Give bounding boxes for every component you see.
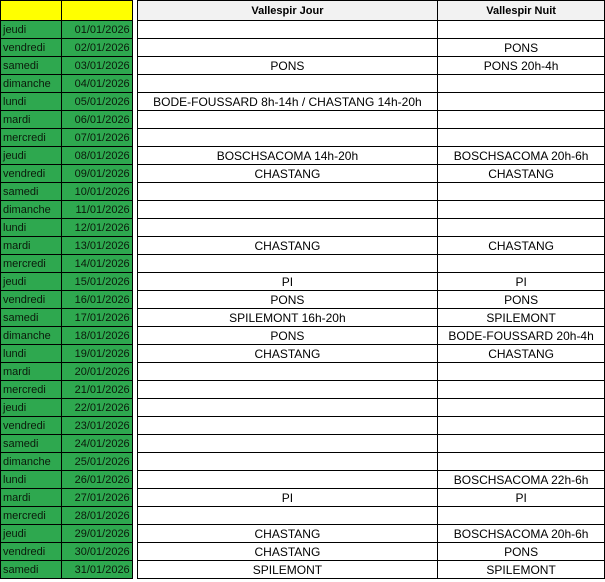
day-cell[interactable]: samedi <box>1 561 62 579</box>
day-cell[interactable]: samedi <box>1 435 62 453</box>
table-row <box>1 489 605 507</box>
day-cell[interactable]: lundi <box>1 345 62 363</box>
vallespir-nuit-cell[interactable] <box>438 129 605 147</box>
vallespir-jour-cell[interactable] <box>137 399 438 417</box>
table-row <box>1 201 605 219</box>
date-cell[interactable]: 22/01/2026 <box>61 399 132 417</box>
vallespir-nuit-cell[interactable]: PONS <box>438 39 605 57</box>
date-cell[interactable]: 05/01/2026 <box>61 93 132 111</box>
table-row <box>1 39 605 57</box>
day-cell[interactable]: samedi <box>1 183 62 201</box>
day-cell[interactable]: dimanche <box>1 201 62 219</box>
vallespir-nuit-cell[interactable] <box>438 75 605 93</box>
day-cell[interactable]: vendredi <box>1 417 62 435</box>
vallespir-jour-cell[interactable] <box>137 219 438 237</box>
table-row <box>1 309 605 327</box>
table-row <box>1 273 605 291</box>
day-cell[interactable]: dimanche <box>1 327 62 345</box>
day-cell[interactable]: dimanche <box>1 453 62 471</box>
vallespir-jour-cell[interactable]: PONS <box>137 291 438 309</box>
header-day-cell[interactable] <box>1 1 62 21</box>
date-cell[interactable]: 21/01/2026 <box>61 381 132 399</box>
table-row <box>1 345 605 363</box>
vallespir-nuit-cell[interactable] <box>438 399 605 417</box>
date-cell[interactable]: 06/01/2026 <box>61 111 132 129</box>
day-cell[interactable]: vendredi <box>1 39 62 57</box>
table-row <box>1 165 605 183</box>
table-row <box>1 147 605 165</box>
date-cell[interactable]: 08/01/2026 <box>61 147 132 165</box>
table-row <box>1 327 605 345</box>
table-row <box>1 381 605 399</box>
vallespir-nuit-cell[interactable]: PONS <box>438 543 605 561</box>
vallespir-nuit-cell[interactable] <box>438 21 605 39</box>
day-cell[interactable]: mercredi <box>1 381 62 399</box>
day-cell[interactable]: mardi <box>1 111 62 129</box>
date-cell[interactable]: 31/01/2026 <box>61 561 132 579</box>
date-cell[interactable]: 25/01/2026 <box>61 453 132 471</box>
vallespir-jour-cell[interactable] <box>137 39 438 57</box>
day-cell[interactable]: vendredi <box>1 291 62 309</box>
vallespir-nuit-cell[interactable] <box>438 201 605 219</box>
date-cell[interactable]: 14/01/2026 <box>61 255 132 273</box>
vallespir-nuit-cell[interactable] <box>438 435 605 453</box>
vallespir-nuit-cell[interactable] <box>438 111 605 129</box>
day-cell[interactable]: jeudi <box>1 399 62 417</box>
date-cell[interactable]: 30/01/2026 <box>61 543 132 561</box>
day-cell[interactable]: mercredi <box>1 507 62 525</box>
day-cell[interactable]: mercredi <box>1 129 62 147</box>
vallespir-nuit-cell[interactable]: PI <box>438 489 605 507</box>
vallespir-jour-cell[interactable] <box>137 255 438 273</box>
date-cell[interactable]: 12/01/2026 <box>61 219 132 237</box>
table-row <box>1 417 605 435</box>
day-cell[interactable]: jeudi <box>1 21 62 39</box>
day-cell[interactable]: mercredi <box>1 255 62 273</box>
header-date-cell[interactable] <box>61 1 132 21</box>
table-row <box>1 183 605 201</box>
vallespir-jour-cell[interactable] <box>137 435 438 453</box>
date-cell[interactable]: 01/01/2026 <box>61 21 132 39</box>
vallespir-jour-cell[interactable] <box>137 201 438 219</box>
table-row <box>1 561 605 579</box>
vallespir-jour-cell[interactable] <box>137 381 438 399</box>
date-cell[interactable]: 24/01/2026 <box>61 435 132 453</box>
date-cell[interactable]: 29/01/2026 <box>61 525 132 543</box>
vallespir-jour-cell[interactable] <box>137 471 438 489</box>
vallespir-jour-cell[interactable] <box>137 507 438 525</box>
header-row <box>1 1 605 21</box>
vallespir-jour-cell[interactable]: SPILEMONT <box>137 561 438 579</box>
vallespir-jour-cell[interactable]: CHASTANG <box>137 525 438 543</box>
table-row <box>1 237 605 255</box>
date-cell[interactable]: 03/01/2026 <box>61 57 132 75</box>
header-vallespir-nuit[interactable]: Vallespir Nuit <box>438 1 605 21</box>
vallespir-jour-cell[interactable]: CHASTANG <box>137 237 438 255</box>
date-cell[interactable]: 04/01/2026 <box>61 75 132 93</box>
table-row <box>1 219 605 237</box>
vallespir-jour-cell[interactable]: SPILEMONT 16h-20h <box>137 309 438 327</box>
vallespir-jour-cell[interactable]: PI <box>137 273 438 291</box>
vallespir-jour-cell[interactable]: BOSCHSACOMA 14h-20h <box>137 147 438 165</box>
table-row <box>1 399 605 417</box>
vallespir-jour-cell[interactable] <box>137 183 438 201</box>
vallespir-jour-cell[interactable]: CHASTANG <box>137 165 438 183</box>
table-row <box>1 255 605 273</box>
table-row <box>1 111 605 129</box>
table-row <box>1 363 605 381</box>
date-cell[interactable]: 23/01/2026 <box>61 417 132 435</box>
table-row <box>1 435 605 453</box>
date-cell[interactable]: 19/01/2026 <box>61 345 132 363</box>
vallespir-nuit-cell[interactable] <box>438 363 605 381</box>
vallespir-nuit-cell[interactable]: BODE-FOUSSARD 20h-4h <box>438 327 605 345</box>
date-cell[interactable]: 13/01/2026 <box>61 237 132 255</box>
vallespir-nuit-cell[interactable] <box>438 93 605 111</box>
date-cell[interactable]: 09/01/2026 <box>61 165 132 183</box>
table-row <box>1 525 605 543</box>
vallespir-jour-cell[interactable]: PI <box>137 489 438 507</box>
date-cell[interactable]: 07/01/2026 <box>61 129 132 147</box>
vallespir-jour-cell[interactable]: PONS <box>137 57 438 75</box>
table-row <box>1 291 605 309</box>
day-cell[interactable]: samedi <box>1 57 62 75</box>
date-cell[interactable]: 10/01/2026 <box>61 183 132 201</box>
vallespir-nuit-cell[interactable]: BOSCHSACOMA 22h-6h <box>438 471 605 489</box>
header-vallespir-jour[interactable]: Vallespir Jour <box>137 1 438 21</box>
vallespir-nuit-cell[interactable] <box>438 219 605 237</box>
vallespir-nuit-cell[interactable] <box>438 255 605 273</box>
table-row <box>1 93 605 111</box>
table-row <box>1 453 605 471</box>
vallespir-jour-cell[interactable] <box>137 75 438 93</box>
vallespir-nuit-cell[interactable]: PI <box>438 273 605 291</box>
vallespir-nuit-cell[interactable]: PONS <box>438 291 605 309</box>
date-cell[interactable]: 02/01/2026 <box>61 39 132 57</box>
vallespir-nuit-cell[interactable]: CHASTANG <box>438 345 605 363</box>
table-row <box>1 21 605 39</box>
vallespir-nuit-cell[interactable]: CHASTANG <box>438 237 605 255</box>
vallespir-jour-cell[interactable] <box>137 111 438 129</box>
date-cell[interactable]: 11/01/2026 <box>61 201 132 219</box>
date-cell[interactable]: 20/01/2026 <box>61 363 132 381</box>
vallespir-jour-cell[interactable]: PONS <box>137 327 438 345</box>
vallespir-nuit-cell[interactable] <box>438 183 605 201</box>
vallespir-jour-cell[interactable] <box>137 363 438 381</box>
vallespir-nuit-cell[interactable]: SPILEMONT <box>438 309 605 327</box>
vallespir-nuit-cell[interactable] <box>438 453 605 471</box>
vallespir-jour-cell[interactable]: BODE-FOUSSARD 8h-14h / CHASTANG 14h-20h <box>137 93 438 111</box>
table-row <box>1 543 605 561</box>
day-cell[interactable]: mardi <box>1 489 62 507</box>
day-cell[interactable]: jeudi <box>1 147 62 165</box>
day-cell[interactable]: mardi <box>1 363 62 381</box>
date-cell[interactable]: 28/01/2026 <box>61 507 132 525</box>
day-cell[interactable]: jeudi <box>1 525 62 543</box>
date-cell[interactable]: 26/01/2026 <box>61 471 132 489</box>
date-cell[interactable]: 18/01/2026 <box>61 327 132 345</box>
vallespir-jour-cell[interactable] <box>137 21 438 39</box>
day-cell[interactable]: vendredi <box>1 543 62 561</box>
vallespir-nuit-cell[interactable] <box>438 417 605 435</box>
date-cell[interactable]: 27/01/2026 <box>61 489 132 507</box>
table-row <box>1 507 605 525</box>
day-cell[interactable]: lundi <box>1 219 62 237</box>
day-cell[interactable]: vendredi <box>1 165 62 183</box>
table-row <box>1 75 605 93</box>
day-cell[interactable]: mardi <box>1 237 62 255</box>
vallespir-nuit-cell[interactable] <box>438 381 605 399</box>
vallespir-jour-cell[interactable] <box>137 453 438 471</box>
date-cell[interactable]: 16/01/2026 <box>61 291 132 309</box>
day-cell[interactable]: samedi <box>1 309 62 327</box>
vallespir-jour-cell[interactable] <box>137 129 438 147</box>
vallespir-nuit-cell[interactable] <box>438 507 605 525</box>
table-row <box>1 129 605 147</box>
vallespir-nuit-cell[interactable]: CHASTANG <box>438 165 605 183</box>
day-cell[interactable]: jeudi <box>1 273 62 291</box>
vallespir-nuit-cell[interactable]: BOSCHSACOMA 20h-6h <box>438 525 605 543</box>
vallespir-jour-cell[interactable] <box>137 417 438 435</box>
vallespir-nuit-cell[interactable]: PONS 20h-4h <box>438 57 605 75</box>
date-cell[interactable]: 15/01/2026 <box>61 273 132 291</box>
vallespir-jour-cell[interactable]: CHASTANG <box>137 543 438 561</box>
day-cell[interactable]: lundi <box>1 471 62 489</box>
vallespir-nuit-cell[interactable]: BOSCHSACOMA 20h-6h <box>438 147 605 165</box>
table-row <box>1 57 605 75</box>
vallespir-jour-cell[interactable]: CHASTANG <box>137 345 438 363</box>
day-cell[interactable]: dimanche <box>1 75 62 93</box>
vallespir-nuit-cell[interactable]: SPILEMONT <box>438 561 605 579</box>
date-cell[interactable]: 17/01/2026 <box>61 309 132 327</box>
day-cell[interactable]: lundi <box>1 93 62 111</box>
table-row <box>1 471 605 489</box>
schedule-body <box>1 21 605 579</box>
